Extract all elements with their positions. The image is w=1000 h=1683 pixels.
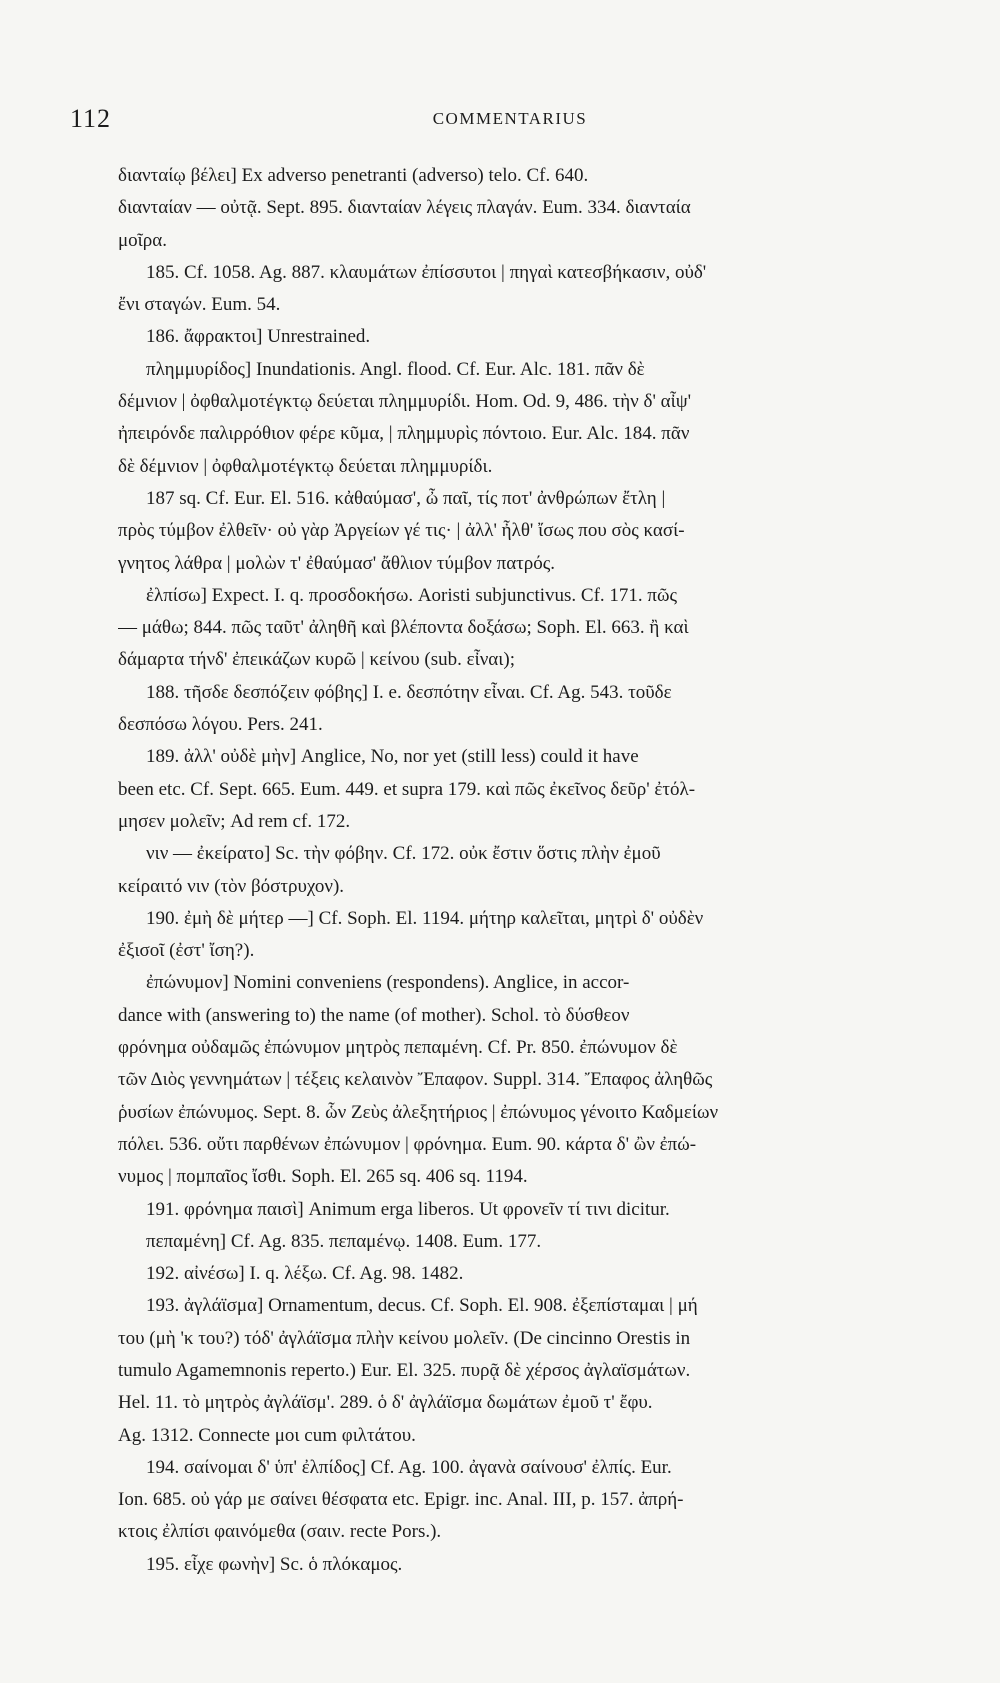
text-line: γνητος λάθρα | μολὼν τ' ἐθαύμασ' ἄθλιον τύμβον πατρός. [118,552,556,574]
text-line: δέμνιον | ὀφθαλμοτέγκτῳ δεύεται πλημμυρίδι. Hom. Od. 9, 486. τὴν δ' αἶψ' [118,391,692,413]
text-line: Ag. 1312. Connecte μοι cum φιλτάτου. [118,1424,416,1446]
commentary-body [118,160,946,1581]
text-line: νυμος | πομπαῖος ἴσθι. Soph. El. 265 sq. 406 sq. 1194. [118,1166,528,1188]
text-line: πόλει. 536. οὔτι παρθένων ἐπώνυμον | φρόνημα. Eum. 90. κάρτα δ' ὢν ἐπώ- [118,1133,697,1155]
text-line: ἐλπίσω] Expect. I. q. προσδοκήσω. Aoristi subjunctivus. Cf. 171. πῶς [146,584,678,606]
text-line: 188. τῆσδε δεσπόζειν φόβης] I. e. δεσπότην εἶναι. Cf. Ag. 543. τοῦδε [146,681,672,703]
text-line: — μάθω; 844. πῶς ταῦτ' ἀληθῆ καὶ βλέποντα δοξάσω; Soph. El. 663. ἢ καὶ [118,617,689,639]
text-line: ἐπώνυμον] Nomini conveniens (respondens). Anglice, in accor- [146,972,630,994]
text-line: τῶν Διὸς γεννημάτων | τέξεις κελαινὸν Ἔπαφον. Suppl. 314. Ἔπαφος ἀληθῶς [118,1069,713,1091]
text-line: been etc. Cf. Sept. 665. Eum. 449. et supra 179. καὶ πῶς ἐκεῖνος δεῦρ' ἐτόλ- [118,778,696,800]
text-line: ἔνι σταγών. Eum. 54. [118,294,281,316]
text-line: φρόνημα οὐδαμῶς ἐπώνυμον μητρὸς πεπαμένη. Cf. Pr. 850. ἐπώνυμον δὲ [118,1037,678,1059]
text-line: πλημμυρίδος] Inundationis. Angl. flood. Cf. Eur. Alc. 181. πᾶν δὲ [146,358,645,380]
text-line: 194. σαίνομαι δ' ὑπ' ἐλπίδος] Cf. Ag. 100. ἀγανὰ σαίνουσ' ἐλπίς. Eur. [146,1456,672,1478]
text-line: 191. φρόνημα παισὶ] Animum erga liberos. Ut φρονεῖν τί τινι dicitur. [146,1198,670,1220]
text-line: ἐξισοῖ (ἐστ' ἴση?). [118,940,255,962]
page-header [70,104,950,140]
text-line: 195. εἶχε φωνὴν] Sc. ὁ πλόκαμος. [146,1553,403,1575]
text-line: δεσπόσω λόγου. Pers. 241. [118,714,323,736]
text-line: 190. ἐμὴ δὲ μήτερ —] Cf. Soph. El. 1194. μήτηρ καλεῖται, μητρὶ δ' οὐδὲν [146,907,704,929]
text-line: κτοις ἐλπίσι φαινόμεθα (σαιν. recte Pors.). [118,1521,442,1543]
text-line: διανταίαν — οὐτᾷ. Sept. 895. διανταίαν λέγεις πλαγάν. Eum. 334. διανταία [118,197,691,219]
text-line: 185. Cf. 1058. Ag. 887. κλαυμάτων ἐπίσσυτοι | πηγαὶ κατεσβήκασιν, οὐδ' [146,261,707,283]
page-number: 112 [70,104,112,133]
text-line: του (μὴ 'κ του?) τόδ' ἀγλάϊσμα πλὴν κείνου μολεῖν. (De cincinno Orestis in [118,1327,691,1349]
text-line: 192. αἰνέσω] I. q. λέξω. Cf. Ag. 98. 1482. [146,1263,464,1285]
text-line: ἠπειρόνδε παλιρρόθιον φέρε κῦμα, | πλημμυρὶς πόντοιο. Eur. Alc. 184. πᾶν [118,423,690,445]
text-line: μοῖρα. [118,229,167,251]
text-line: Ion. 685. οὐ γάρ με σαίνει θέσφατα etc. Epigr. inc. Anal. III, p. 157. ἀπρή- [118,1489,684,1511]
running-head: COMMENTARIUS [432,109,588,128]
text-line: Hel. 11. τὸ μητρὸς ἀγλάϊσμ'. 289. ὁ δ' ἀγλάϊσμα δωμάτων ἐμοῦ τ' ἔφυ. [118,1392,653,1414]
text-line: δὲ δέμνιον | ὀφθαλμοτέγκτῳ δεύεται πλημμυρίδι. [118,455,493,477]
text-line: διανταίῳ βέλει] Ex adverso penetranti (adverso) telo. Cf. 640. [118,165,589,186]
text-line: πρὸς τύμβον ἐλθεῖν· οὐ γὰρ Ἀργείων γέ τις· | ἀλλ' ἦλθ' ἴσως που σὸς κασί- [118,520,685,542]
text-line: 193. ἀγλάϊσμα] Ornamentum, decus. Cf. Soph. El. 908. ἐξεπίσταμαι | μή [146,1295,698,1317]
text-line: πεπαμένη] Cf. Ag. 835. πεπαμένῳ. 1408. Eum. 177. [146,1230,542,1252]
text-line: μησεν μολεῖν; Ad rem cf. 172. [118,810,351,832]
text-line: 187 sq. Cf. Eur. El. 516. κἀθαύμασ', ὦ παῖ, τίς ποτ' ἀνθρώπων ἔτλη | [146,487,666,509]
text-line: 189. ἀλλ' οὐδὲ μὴν] Anglice, No, nor yet (still less) could it have [146,746,639,768]
text-line: ῥυσίων ἐπώνυμος. Sept. 8. ὧν Ζεὺς ἀλεξητήριος | ἐπώνυμος γένοιτο Καδμείων [118,1101,719,1123]
text-line: δάμαρτα τήνδ' ἐπεικάζων κυρῶ | κείνου (sub. εἶναι); [118,649,515,671]
text-line: 186. ἄφρακτοι] Unrestrained. [146,326,371,348]
text-line: tumulo Agamemnonis reperto.) Eur. El. 325. πυρᾷ δὲ χέρσος ἀγλαϊσμάτων. [118,1359,691,1381]
text-line: νιν — ἐκείρατο] Sc. τὴν φόβην. Cf. 172. οὐκ ἔστιν ὅστις πλὴν ἐμοῦ [146,843,661,865]
text-line: κείραιτό νιν (τὸν βόστρυχον). [118,875,345,897]
text-line: dance with (answering to) the name (of mother). Schol. τὸ δύσθεον [118,1004,630,1026]
